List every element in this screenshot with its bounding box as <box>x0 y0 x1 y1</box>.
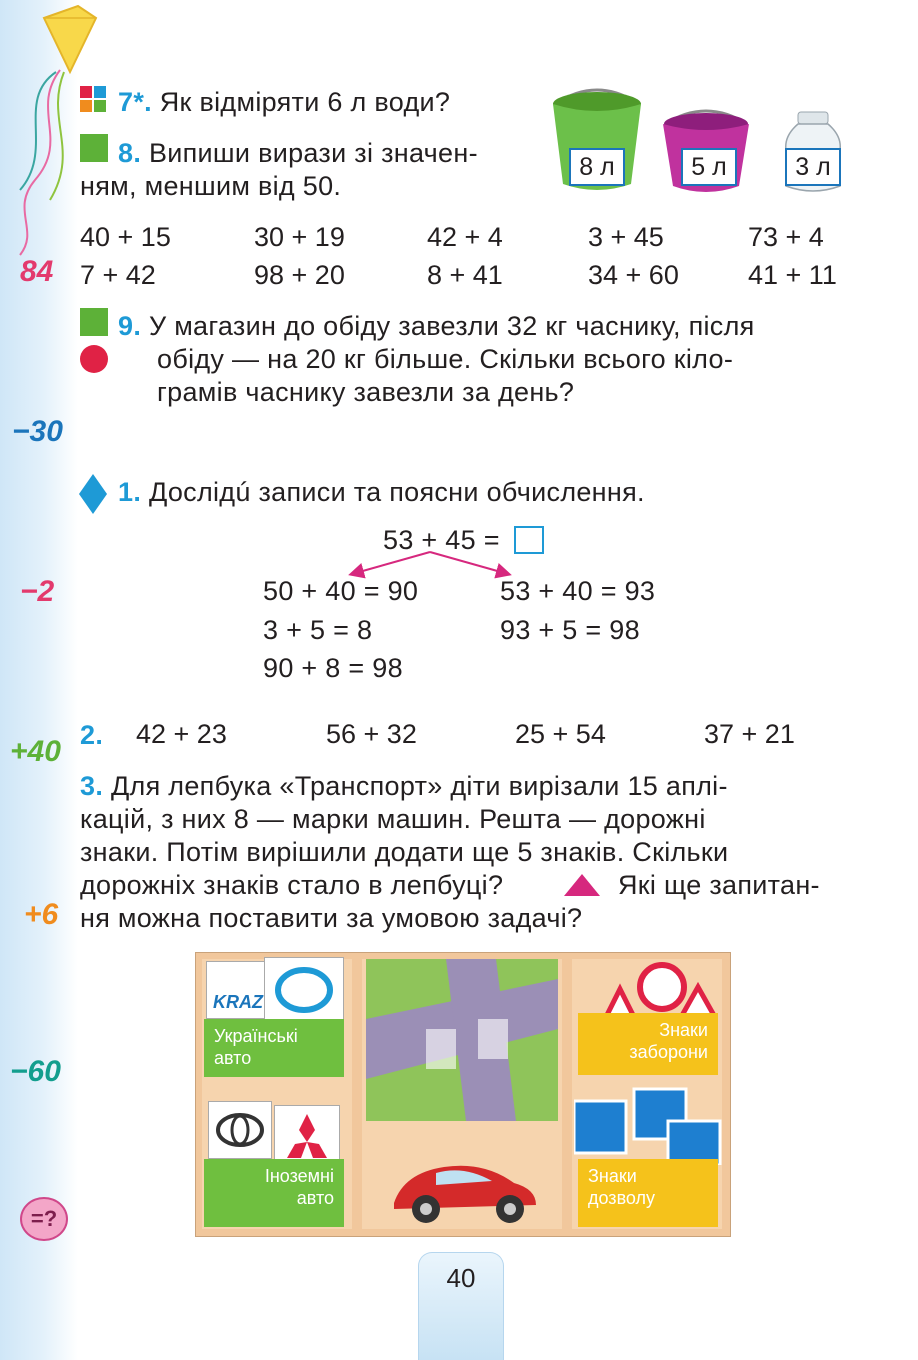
new-task-3-line4a: дорожніх знаків стало в лепбуці? <box>80 870 504 900</box>
task-7 <box>118 86 450 119</box>
expression: 3 + 45 <box>588 222 664 252</box>
red-circle-icon <box>80 345 108 373</box>
four-squares-icon <box>80 86 110 114</box>
task-7-text: Як відміряти 6 л води? <box>159 87 451 117</box>
pocket-foreign-cars <box>204 1159 344 1227</box>
bucket-8l-label: 8 л <box>569 148 625 186</box>
expression: 73 + 4 <box>748 222 824 252</box>
calc-left-2: 3 + 5 = 8 <box>263 615 373 645</box>
lapbook-illustration <box>195 952 731 1237</box>
new-task-3-number: 3. <box>80 771 104 801</box>
pocket-label: заборони <box>629 1042 708 1062</box>
red-car-icon <box>384 1153 544 1227</box>
new-task-3-text-1: Для лепбука «Транспорт» діти вирізали 15 аплі- <box>110 771 728 801</box>
logo-card <box>208 1101 272 1159</box>
new-task-3-line4b: Які ще запитан- <box>618 870 820 900</box>
main-expression: 53 + 45 = <box>383 525 500 555</box>
pocket-label: Українські <box>214 1026 298 1046</box>
page-number: 40 <box>418 1252 504 1360</box>
calc-left-1: 50 + 40 = 90 <box>263 576 419 606</box>
expression: 34 + 60 <box>588 260 679 290</box>
expression: 30 + 19 <box>254 222 345 252</box>
pocket-label: авто <box>214 1048 252 1068</box>
sidebar-label-minus2: −2 <box>20 575 55 608</box>
task-9-text-1: У магазин до обіду завезли 32 кг часнику, після <box>148 311 755 341</box>
expression: 8 + 41 <box>427 260 503 290</box>
new-task-3-line3: знаки. Потім вирішили додати ще 5 знаків. Скільки <box>80 837 729 867</box>
task-8-text-1: Випиши вирази зі значен- <box>148 138 478 168</box>
logo-card <box>274 1105 340 1167</box>
calc-right-1: 53 + 40 = 93 <box>500 576 656 606</box>
expression: 25 + 54 <box>515 719 606 749</box>
pocket-label: Іноземні <box>264 1166 334 1186</box>
pocket-prohibition-signs <box>578 1013 718 1075</box>
expression: 7 + 42 <box>80 260 156 290</box>
blue-diamond-icon <box>79 474 107 514</box>
logo-card <box>264 957 344 1023</box>
toyota-logo-icon <box>209 1102 271 1158</box>
task-7-number: 7*. <box>118 87 152 117</box>
pocket-label: дозволу <box>588 1188 656 1208</box>
expression: 42 + 23 <box>136 719 227 749</box>
task-9-line2: обіду — на 20 кг більше. Скільки всього кіло- <box>157 344 734 374</box>
task-9-number: 9. <box>118 311 142 341</box>
kite-icon <box>0 0 110 260</box>
task-9-line1 <box>118 310 755 343</box>
expression: 40 + 15 <box>80 222 171 252</box>
jar-3l-label: 3 л <box>785 148 841 186</box>
new-task-3-line1 <box>80 770 728 803</box>
green-square-icon <box>80 134 108 162</box>
new-task-1 <box>118 476 645 509</box>
crossroad-map-icon <box>366 959 558 1121</box>
pocket-label: Знаки <box>659 1020 708 1040</box>
expression: 37 + 21 <box>704 719 795 749</box>
permission-signs-icon <box>574 1085 724 1165</box>
calc-right-2: 93 + 5 = 98 <box>500 615 640 645</box>
sidebar-label-minus60: −60 <box>10 1055 61 1088</box>
new-task-3-line5: ня можна поставити за умовою задачі? <box>80 903 583 933</box>
task-8-line2: ням, меншим від 50. <box>80 171 342 201</box>
expression: 41 + 11 <box>748 260 837 290</box>
pocket-ukrainian-cars <box>204 1019 344 1077</box>
sidebar-label-84: 84 <box>20 255 54 288</box>
new-task-3-line2: кацій, з них 8 — марки машин. Решта — дорожні <box>80 804 706 834</box>
task-8-number: 8. <box>118 138 142 168</box>
sidebar-label-plus6: +6 <box>24 898 59 931</box>
expression: 98 + 20 <box>254 260 345 290</box>
green-square-icon <box>80 308 108 336</box>
new-task-1-number: 1. <box>118 477 142 507</box>
mitsubishi-logo-icon <box>275 1106 339 1166</box>
task-9-line3: грамів часнику завезли за день? <box>157 377 575 407</box>
sidebar-label-plus40: +40 <box>10 735 61 768</box>
pocket-label: Знаки <box>588 1166 637 1186</box>
pocket-label: авто <box>296 1188 334 1208</box>
sidebar-label-minus30: −30 <box>12 415 63 448</box>
expression: 56 + 32 <box>326 719 417 749</box>
task-8-line1 <box>118 137 478 170</box>
pocket-permission-signs <box>578 1159 718 1227</box>
pink-triangle-icon <box>562 872 602 898</box>
new-task-1-text: Дослідú записи та поясни обчислення. <box>148 477 645 507</box>
calc-left-3: 90 + 8 = 98 <box>263 653 403 683</box>
kraz-logo: KRAZ <box>206 961 270 1019</box>
car-brand-logo-icon <box>265 958 343 1022</box>
bucket-5l-label: 5 л <box>681 148 737 186</box>
expression: 42 + 4 <box>427 222 503 252</box>
new-task-2-number: 2. <box>80 720 104 750</box>
question-bubble-icon: =? <box>20 1197 68 1241</box>
